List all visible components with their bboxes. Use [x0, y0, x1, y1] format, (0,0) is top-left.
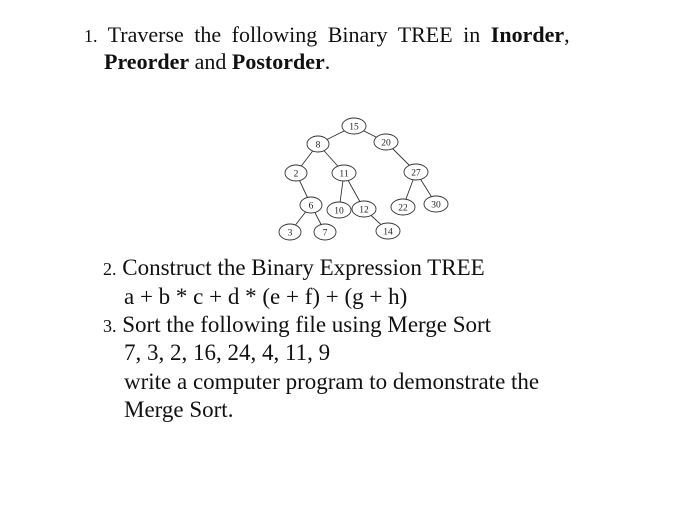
and-text: and — [194, 49, 227, 74]
question-1-text: Traverse the following Binary TREE in — [107, 22, 481, 47]
question-1-number: 1. — [84, 26, 98, 46]
question-2-number: 2. — [103, 259, 117, 279]
tree-node-14: 14 — [383, 227, 393, 238]
question-2-title: Construct the Binary Expression TREE — [122, 255, 485, 280]
question-3-values: 7, 3, 2, 16, 24, 4, 11, 9 — [124, 340, 331, 365]
tree-node-12: 12 — [359, 205, 369, 216]
binary-tree-diagram — [270, 112, 460, 247]
question-3-title: Sort the following file using Merge Sort — [122, 312, 492, 337]
question-3-program-line-1: write a computer program to demonstrate the — [124, 369, 540, 394]
postorder-label: Postorder — [231, 49, 325, 74]
tree-node-7: 7 — [322, 228, 328, 239]
question-3-number: 3. — [103, 316, 117, 336]
tree-node-15: 15 — [349, 122, 359, 133]
question-2-title-line — [103, 254, 485, 283]
tree-node-22: 22 — [398, 203, 408, 214]
question-2-expression: a + b * c + d * (e + f) + (g + h) — [124, 284, 408, 309]
tree-node-30: 30 — [431, 200, 441, 211]
tree-node-2: 2 — [293, 169, 299, 180]
tree-node-10: 10 — [334, 206, 344, 217]
question-3-title-line — [103, 311, 491, 340]
tree-node-11: 11 — [339, 169, 349, 180]
inorder-label: Inorder — [490, 22, 565, 47]
tree-node-3: 3 — [287, 228, 293, 239]
preorder-label: Preorder — [104, 49, 190, 74]
tree-node-27: 27 — [411, 168, 421, 179]
question-1-line-1: 1. Traverse the following Binary TREE in Inorder, — [84, 22, 570, 47]
tree-node-8: 8 — [315, 140, 321, 151]
tree-node-6: 6 — [308, 201, 314, 212]
question-3-program-line-2: Merge Sort. — [124, 397, 234, 422]
tree-node-20: 20 — [381, 138, 391, 149]
question-1-line-2: Preorder and Postorder. — [104, 49, 331, 74]
